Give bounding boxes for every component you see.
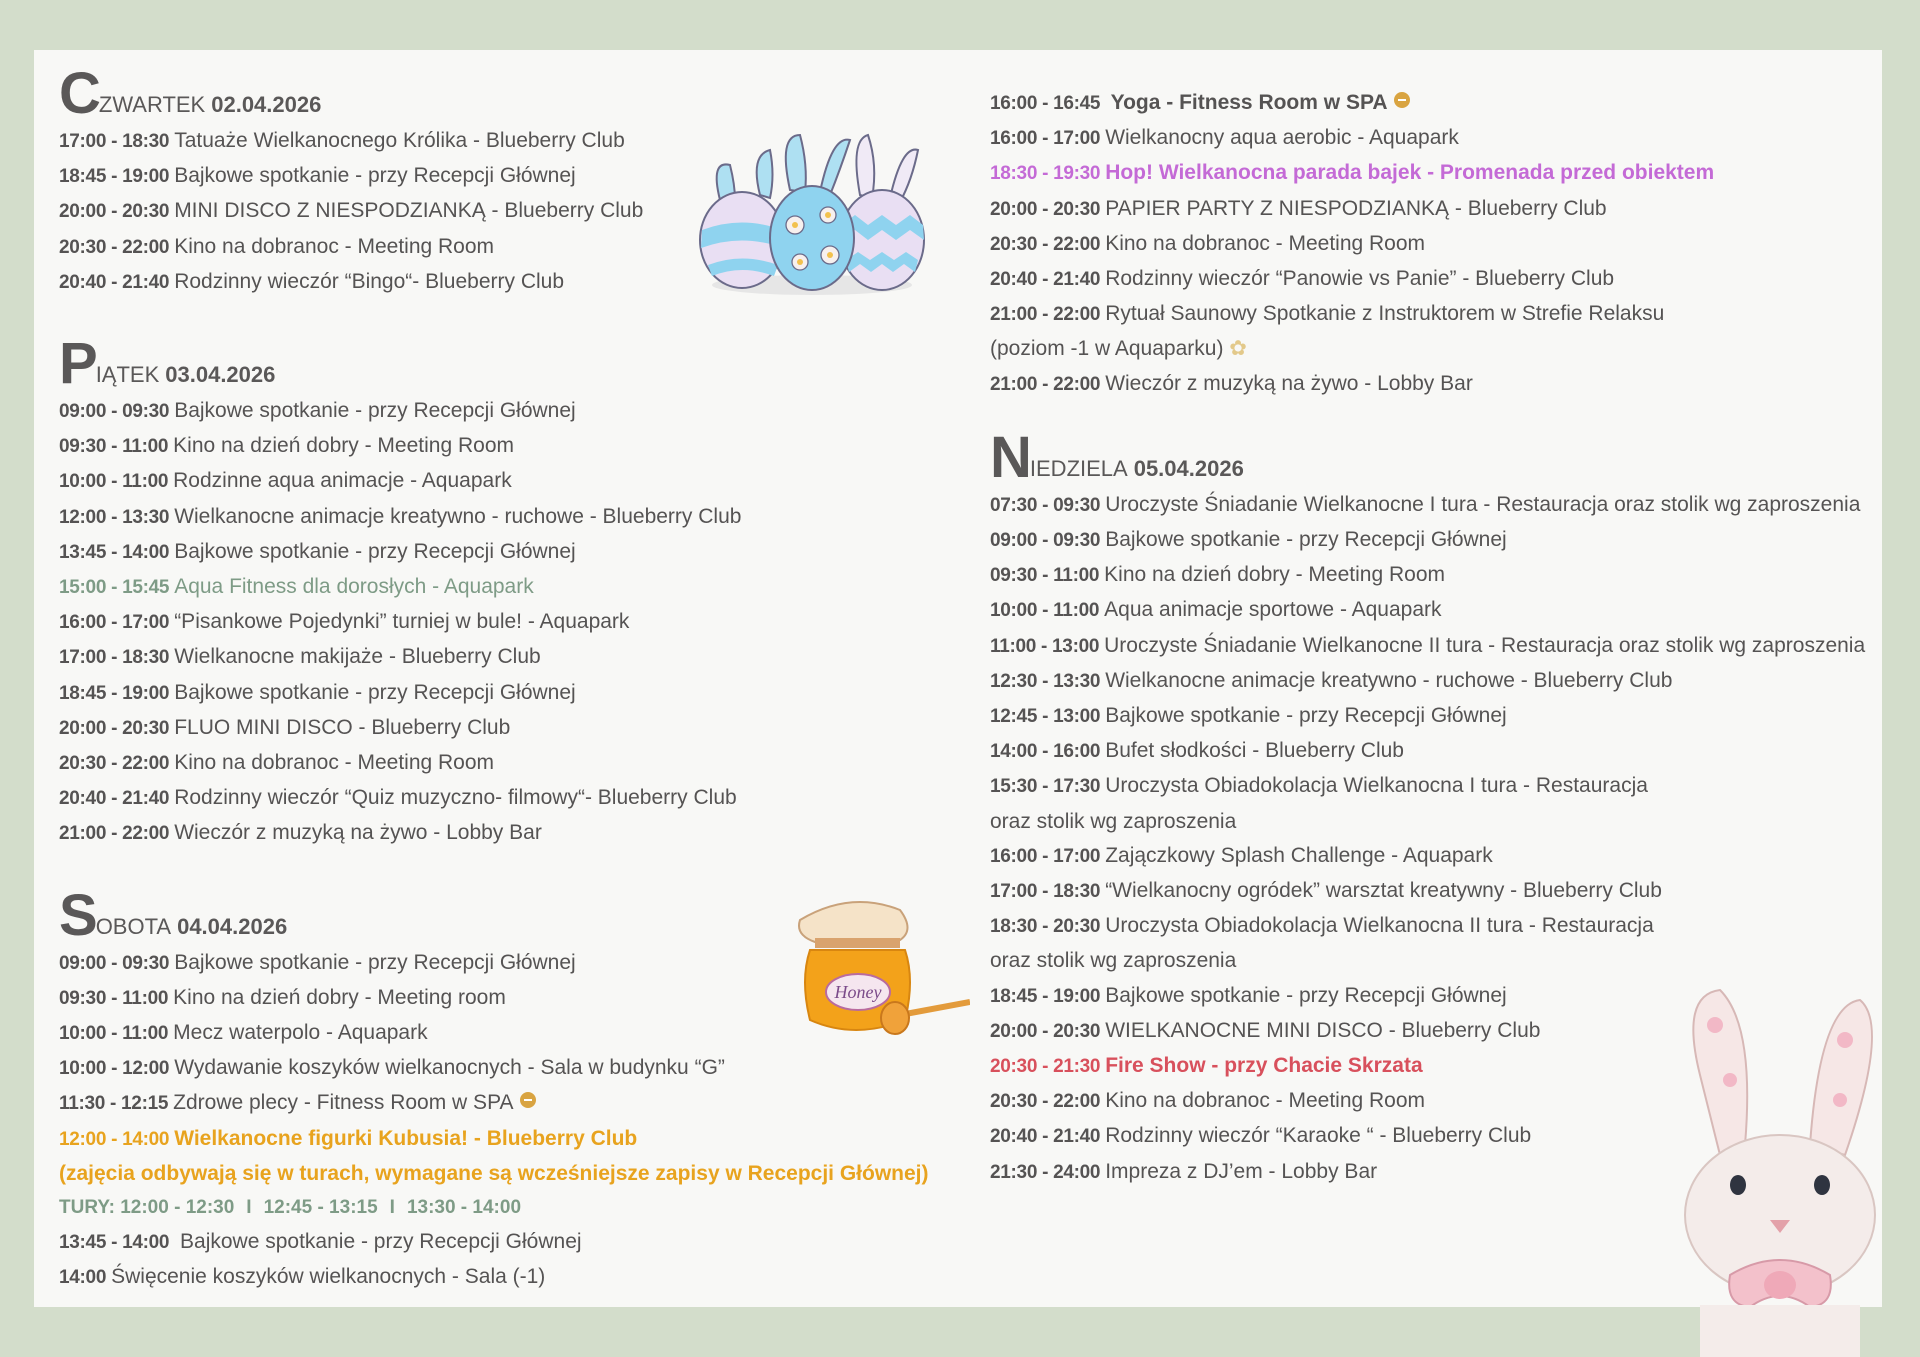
sauna-icon: ✿: [1229, 337, 1247, 361]
event-row: 12:00 - 13:30 Wielkanocne animacje kreatywno - ruchowe - Blueberry Club: [59, 504, 742, 528]
event-row: 13:45 - 14:00 Bajkowe spotkanie - przy Recepcji Głównej: [59, 539, 576, 563]
event-row: 20:30 - 22:00 Kino na dobranoc - Meeting Room: [59, 234, 495, 258]
event-row: 09:00 - 09:30 Bajkowe spotkanie - przy Recepcji Głównej: [990, 528, 1507, 552]
event-row-highlight: 18:30 - 19:30 Hop! Wielkanocna parada bajek - Promenada przed obiektem: [990, 161, 1715, 185]
event-row: 17:00 - 18:30 Tatuaże Wielkanocnego Królika - Blueberry Club: [59, 129, 625, 152]
event-row: 14:00 - 16:00 Bufet słodkości - Blueberry Club: [990, 739, 1404, 763]
event-row: 09:30 - 11:00 Kino na dzień dobry - Meeting room: [59, 985, 506, 1009]
event-row: 20:40 - 21:40 Rodzinny wieczór “Karaoke “ - Blueberry Club: [990, 1124, 1532, 1148]
event-row: 20:40 - 21:40 Rodzinny wieczór “Panowie vs Panie” - Blueberry Club: [990, 267, 1615, 291]
event-row-continued: (poziom -1 w Aquaparku) ✿: [990, 337, 1247, 361]
event-row-highlight: 15:00 - 15:45 Aqua Fitness dla dorosłych - Aquapark: [59, 575, 534, 599]
day-header-sunday: N IEDZIELA 05.04.2026: [990, 424, 1244, 490]
event-row: 09:30 - 11:00 Kino na dzień dobry - Meeting Room: [59, 434, 514, 458]
event-row: 11:30 - 12:15 Zdrowe plecy - Fitness Room w SPA: [59, 1086, 959, 1121]
event-row: 20:30 - 22:00 Kino na dobranoc - Meeting Room: [59, 751, 495, 775]
event-row: 18:30 - 20:30 Uroczysta Obiadokolacja Wielkanocna II tura - Restauracja: [990, 914, 1654, 938]
event-row: 18:45 - 19:00 Bajkowe spotkanie - przy Recepcji Głównej: [990, 983, 1507, 1007]
event-row: 21:00 - 22:00 Wieczór z muzyką na żywo - Lobby Bar: [990, 371, 1473, 395]
event-row: 21:30 - 24:00 Impreza z DJ’em - Lobby Bar: [990, 1159, 1378, 1183]
event-row: 16:00 - 17:00 Wielkanocny aqua aerobic - Aquapark: [990, 126, 1459, 150]
event-row: 11:00 - 13:00 Uroczyste Śniadanie Wielkanocne II tura - Restauracja oraz stolik wg zaproszenia: [990, 633, 1866, 657]
event-row: 20:00 - 20:30 MINI DISCO Z NIESPODZIANKĄ - Blueberry Club: [59, 199, 644, 223]
bunny-illustration: [1660, 985, 1920, 1357]
event-row-continued: oraz stolik wg zaproszenia: [990, 949, 1237, 973]
event-row: 09:30 - 11:00 Kino na dzień dobry - Meeting Room: [990, 563, 1445, 587]
event-row: 15:30 - 17:30 Uroczysta Obiadokolacja Wielkanocna I tura - Restauracja: [990, 774, 1648, 798]
event-row: 20:00 - 20:30 FLUO MINI DISCO - Blueberry Club: [59, 715, 511, 739]
event-row: 10:00 - 12:00 Wydawanie koszyków wielkanocnych - Sala w budynku “G”: [59, 1056, 725, 1080]
event-row: 10:00 - 11:00 Aqua animacje sportowe - Aquapark: [990, 598, 1442, 622]
event-row: 09:00 - 09:30 Bajkowe spotkanie - przy Recepcji Głównej: [59, 950, 576, 974]
event-row: 20:40 - 21:40 Rodzinny wieczór “Bingo“- Blueberry Club: [59, 269, 565, 293]
event-row: 10:00 - 11:00 Rodzinne aqua animacje - Aquapark: [59, 469, 512, 493]
event-row: 20:00 - 20:30 PAPIER PARTY Z NIESPODZIANKĄ - Blueberry Club: [990, 196, 1607, 220]
event-row: 16:00 - 17:00 “Pisankowe Pojedynki” turniej w bule! - Aquapark: [59, 610, 630, 634]
event-row: 20:00 - 20:30 WIELKANOCNE MINI DISCO - Blueberry Club: [990, 1018, 1541, 1042]
event-row: 16:00 - 17:00 Zajączkowy Splash Challenge - Aquapark: [990, 843, 1493, 867]
day-header-thursday: C ZWARTEK 02.04.2026: [59, 61, 322, 126]
event-row: 13:45 - 14:00 Bajkowe spotkanie - przy Recepcji Głównej: [59, 1230, 582, 1254]
event-row: 21:00 - 22:00 Wieczór z muzyką na żywo - Lobby Bar: [59, 821, 542, 845]
honey-label: Honey: [834, 982, 882, 1002]
event-row-highlight: 12:00 - 14:00 Wielkanocne figurki Kubusia! - Blueberry Club: [59, 1126, 638, 1150]
easter-eggs-illustration: [690, 130, 935, 300]
event-row: 20:40 - 21:40 Rodzinny wieczór “Quiz muzyczno- filmowy“- Blueberry Club: [59, 786, 737, 810]
event-note: (zajęcia odbywają się w turach, wymagane są wcześniejsze zapisy w Recepcji Głównej): [59, 1161, 929, 1185]
event-row: 10:00 - 11:00 Mecz waterpolo - Aquapark: [59, 1021, 428, 1045]
event-row: 17:00 - 18:30 “Wielkanocny ogródek” warsztat kreatywny - Blueberry Club: [990, 879, 1662, 903]
event-row: 14:00 Święcenie koszyków wielkanocnych - Sala (-1): [59, 1265, 546, 1289]
event-row: 20:30 - 22:00 Kino na dobranoc - Meeting Room: [990, 231, 1426, 255]
day-header-friday: P IĄTEK 03.04.2026: [59, 331, 276, 397]
spa-icon: [1394, 92, 1410, 108]
event-row: 18:45 - 19:00 Bajkowe spotkanie - przy Recepcji Głównej: [59, 164, 576, 188]
event-row: 21:00 - 22:00 Rytuał Saunowy Spotkanie z Instruktorem w Strefie Relaksu: [990, 302, 1665, 326]
day-header-saturday: S OBOTA 04.04.2026: [59, 882, 288, 948]
event-row: 12:45 - 13:00 Bajkowe spotkanie - przy Recepcji Głównej: [990, 704, 1507, 728]
event-row-highlight: 20:30 - 21:30 Fire Show - przy Chacie Skrzata: [990, 1054, 1423, 1078]
event-row-continued: oraz stolik wg zaproszenia: [990, 809, 1237, 833]
spa-icon: [520, 1092, 536, 1108]
event-row: 12:30 - 13:30 Wielkanocne animacje kreatywno - ruchowe - Blueberry Club: [990, 668, 1673, 692]
event-row: 17:00 - 18:30 Wielkanocne makijaże - Blueberry Club: [59, 645, 541, 669]
event-row: 09:00 - 09:30 Bajkowe spotkanie - przy Recepcji Głównej: [59, 399, 576, 423]
tury-row: TURY: 12:00 - 12:30 I 12:45 - 13:15 I 13:30 - 14:00: [59, 1197, 522, 1219]
honey-jar-illustration: [790, 880, 970, 1050]
event-row: 16:00 - 16:45 Yoga - Fitness Room w SPA: [990, 86, 1890, 121]
event-row: 20:30 - 22:00 Kino na dobranoc - Meeting Room: [990, 1089, 1426, 1113]
event-row: 07:30 - 09:30 Uroczyste Śniadanie Wielkanocne I tura - Restauracja oraz stolik wg zaproszenia: [990, 492, 1861, 516]
event-row: 18:45 - 19:00 Bajkowe spotkanie - przy Recepcji Głównej: [59, 680, 576, 704]
